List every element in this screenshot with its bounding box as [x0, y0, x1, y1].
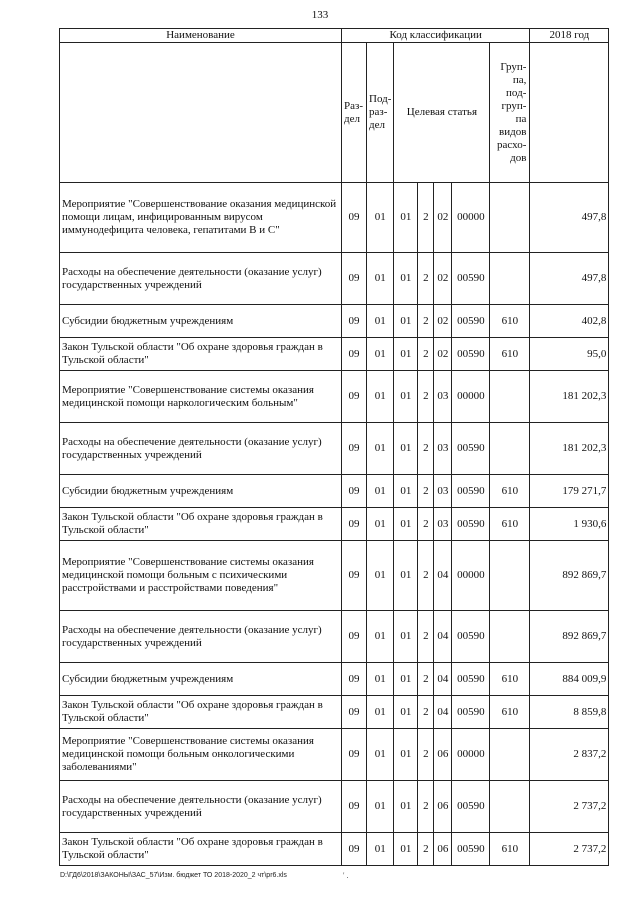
row-target-event: 03: [434, 371, 452, 423]
row-name: Закон Тульской области "Об охране здоровья граждан в Тульской области": [60, 338, 342, 371]
row-amount: 181 202,3: [530, 371, 609, 423]
row-target-direction: 00590: [452, 611, 490, 663]
table-row: [60, 423, 609, 475]
row-target-subprogram: 2: [418, 781, 434, 833]
row-name: Расходы на обеспечение деятельности (оказание услуг) государственных учреждений: [60, 781, 342, 833]
row-target-subprogram: 2: [418, 729, 434, 781]
row-name: Закон Тульской области "Об охране здоровья граждан в Тульской области": [60, 696, 342, 729]
row-amount: 2 737,2: [530, 781, 609, 833]
row-target-program: 01: [394, 663, 418, 696]
stray-mark: ' .: [343, 871, 349, 880]
row-target-event: 03: [434, 508, 452, 541]
row-name: Субсидии бюджетным учреждениям: [60, 475, 342, 508]
row-section: 09: [342, 371, 367, 423]
row-target-subprogram: 2: [418, 423, 434, 475]
row-target-event: 06: [434, 729, 452, 781]
row-target-event: 03: [434, 423, 452, 475]
header-section: Раз- дел: [342, 43, 367, 183]
table-row: [60, 338, 609, 371]
row-target-subprogram: 2: [418, 475, 434, 508]
row-target-event: 02: [434, 183, 452, 253]
table-row: [60, 696, 609, 729]
row-section: 09: [342, 253, 367, 305]
row-expense-type: [490, 611, 530, 663]
row-target-direction: 00590: [452, 423, 490, 475]
row-name: Мероприятие "Совершенствование оказания медицинской помощи лицам, инфицированным вирусом иммунодефицита человека, гепатитами В и С": [60, 183, 342, 253]
row-target-program: 01: [394, 305, 418, 338]
row-target-event: 02: [434, 253, 452, 305]
row-expense-type: 610: [490, 663, 530, 696]
row-expense-type: [490, 541, 530, 611]
row-target-event: 06: [434, 781, 452, 833]
row-expense-type: 610: [490, 475, 530, 508]
table-row: [60, 508, 609, 541]
row-name: Мероприятие "Совершенствование системы оказания медицинской помощи наркологическим больным": [60, 371, 342, 423]
row-target-subprogram: 2: [418, 183, 434, 253]
row-target-direction: 00590: [452, 696, 490, 729]
row-section: 09: [342, 833, 367, 866]
table-row: [60, 253, 609, 305]
row-section: 09: [342, 423, 367, 475]
row-name: Субсидии бюджетным учреждениям: [60, 305, 342, 338]
row-target-event: 04: [434, 611, 452, 663]
row-section: 09: [342, 663, 367, 696]
row-expense-type: [490, 781, 530, 833]
row-target-event: 03: [434, 475, 452, 508]
row-subsection: 01: [367, 781, 394, 833]
row-target-program: 01: [394, 338, 418, 371]
row-amount: 1 930,6: [530, 508, 609, 541]
row-target-direction: 00590: [452, 833, 490, 866]
header-name-spacer: [60, 43, 342, 183]
row-target-event: 04: [434, 541, 452, 611]
budget-table: [59, 28, 609, 866]
row-target-program: 01: [394, 371, 418, 423]
row-target-subprogram: 2: [418, 663, 434, 696]
row-subsection: 01: [367, 833, 394, 866]
table-row: [60, 729, 609, 781]
row-subsection: 01: [367, 611, 394, 663]
row-target-program: 01: [394, 781, 418, 833]
row-amount: 402,8: [530, 305, 609, 338]
header-subsection: Под- раз- дел: [367, 43, 394, 183]
row-amount: 2 837,2: [530, 729, 609, 781]
row-subsection: 01: [367, 338, 394, 371]
row-target-event: 02: [434, 305, 452, 338]
table-row: [60, 663, 609, 696]
row-subsection: 01: [367, 305, 394, 338]
row-target-direction: 00000: [452, 371, 490, 423]
row-target-subprogram: 2: [418, 696, 434, 729]
row-subsection: 01: [367, 696, 394, 729]
row-amount: 884 009,9: [530, 663, 609, 696]
row-subsection: 01: [367, 508, 394, 541]
row-subsection: 01: [367, 253, 394, 305]
page-number: 133: [311, 9, 329, 21]
row-target-program: 01: [394, 833, 418, 866]
header-year-spacer: [530, 43, 609, 183]
table-row: [60, 183, 609, 253]
row-amount: 497,8: [530, 253, 609, 305]
row-target-event: 04: [434, 696, 452, 729]
row-section: 09: [342, 305, 367, 338]
table-row: [60, 833, 609, 866]
row-target-subprogram: 2: [418, 541, 434, 611]
row-target-direction: 00590: [452, 475, 490, 508]
row-target-event: 02: [434, 338, 452, 371]
row-section: 09: [342, 508, 367, 541]
row-target-subprogram: 2: [418, 371, 434, 423]
row-amount: 181 202,3: [530, 423, 609, 475]
row-target-program: 01: [394, 475, 418, 508]
row-target-subprogram: 2: [418, 833, 434, 866]
row-target-subprogram: 2: [418, 611, 434, 663]
table-body: [60, 183, 609, 866]
row-amount: 497,8: [530, 183, 609, 253]
row-target-subprogram: 2: [418, 253, 434, 305]
row-amount: 892 869,7: [530, 541, 609, 611]
row-name: Мероприятие "Совершенствование системы оказания медицинской помощи больным с психическими расстройствами и расстройствами поведения": [60, 541, 342, 611]
row-target-subprogram: 2: [418, 508, 434, 541]
row-section: 09: [342, 475, 367, 508]
row-target-direction: 00590: [452, 508, 490, 541]
row-target-program: 01: [394, 729, 418, 781]
row-expense-type: [490, 183, 530, 253]
row-target-program: 01: [394, 423, 418, 475]
row-target-subprogram: 2: [418, 305, 434, 338]
row-target-program: 01: [394, 696, 418, 729]
row-target-subprogram: 2: [418, 338, 434, 371]
row-expense-type: 610: [490, 696, 530, 729]
row-name: Расходы на обеспечение деятельности (оказание услуг) государственных учреждений: [60, 423, 342, 475]
row-subsection: 01: [367, 183, 394, 253]
header-code: Код классификации: [342, 29, 530, 43]
row-name: Расходы на обеспечение деятельности (оказание услуг) государственных учреждений: [60, 253, 342, 305]
row-amount: 8 859,8: [530, 696, 609, 729]
row-name: Закон Тульской области "Об охране здоровья граждан в Тульской области": [60, 833, 342, 866]
row-section: 09: [342, 729, 367, 781]
row-expense-type: [490, 371, 530, 423]
table-row: [60, 611, 609, 663]
row-subsection: 01: [367, 371, 394, 423]
row-expense-type: 610: [490, 508, 530, 541]
file-path-footer: D:\ГД6\2018\ЗАКОНЫ\ЗАС_57\Изм. бюджет ТО 2018-2020_2 чт\pr6.xls: [60, 872, 287, 879]
row-name: Закон Тульской области "Об охране здоровья граждан в Тульской области": [60, 508, 342, 541]
row-expense-type: [490, 253, 530, 305]
row-amount: 2 737,2: [530, 833, 609, 866]
table-row: [60, 371, 609, 423]
table-row: [60, 475, 609, 508]
row-target-program: 01: [394, 253, 418, 305]
row-expense-type: 610: [490, 305, 530, 338]
header-year: 2018 год: [530, 29, 609, 43]
row-target-direction: 00000: [452, 729, 490, 781]
row-expense-type: [490, 729, 530, 781]
header-group: Груп- па, под- груп- па видов расхо- дов: [490, 43, 530, 183]
row-target-direction: 00590: [452, 338, 490, 371]
row-subsection: 01: [367, 475, 394, 508]
row-target-direction: 00590: [452, 663, 490, 696]
table-row: [60, 541, 609, 611]
row-target-program: 01: [394, 508, 418, 541]
row-target-direction: 00590: [452, 781, 490, 833]
row-subsection: 01: [367, 541, 394, 611]
row-name: Мероприятие "Совершенствование системы оказания медицинской помощи больным онкологическими заболеваниями": [60, 729, 342, 781]
row-target-program: 01: [394, 611, 418, 663]
row-target-direction: 00000: [452, 183, 490, 253]
row-target-event: 06: [434, 833, 452, 866]
table-row: [60, 305, 609, 338]
row-amount: 95,0: [530, 338, 609, 371]
row-name: Расходы на обеспечение деятельности (оказание услуг) государственных учреждений: [60, 611, 342, 663]
row-section: 09: [342, 781, 367, 833]
row-name: Субсидии бюджетным учреждениям: [60, 663, 342, 696]
row-target-program: 01: [394, 541, 418, 611]
row-section: 09: [342, 541, 367, 611]
row-section: 09: [342, 338, 367, 371]
row-expense-type: [490, 423, 530, 475]
row-section: 09: [342, 611, 367, 663]
row-expense-type: 610: [490, 338, 530, 371]
table-header: [60, 29, 609, 183]
row-amount: 892 869,7: [530, 611, 609, 663]
row-subsection: 01: [367, 729, 394, 781]
row-target-direction: 00590: [452, 305, 490, 338]
row-target-direction: 00000: [452, 541, 490, 611]
row-section: 09: [342, 696, 367, 729]
row-target-direction: 00590: [452, 253, 490, 305]
table-row: [60, 781, 609, 833]
row-expense-type: 610: [490, 833, 530, 866]
header-name: Наименование: [60, 29, 342, 43]
row-amount: 179 271,7: [530, 475, 609, 508]
row-subsection: 01: [367, 663, 394, 696]
header-target: Целевая статья: [394, 43, 490, 183]
row-target-program: 01: [394, 183, 418, 253]
row-subsection: 01: [367, 423, 394, 475]
row-section: 09: [342, 183, 367, 253]
row-target-event: 04: [434, 663, 452, 696]
